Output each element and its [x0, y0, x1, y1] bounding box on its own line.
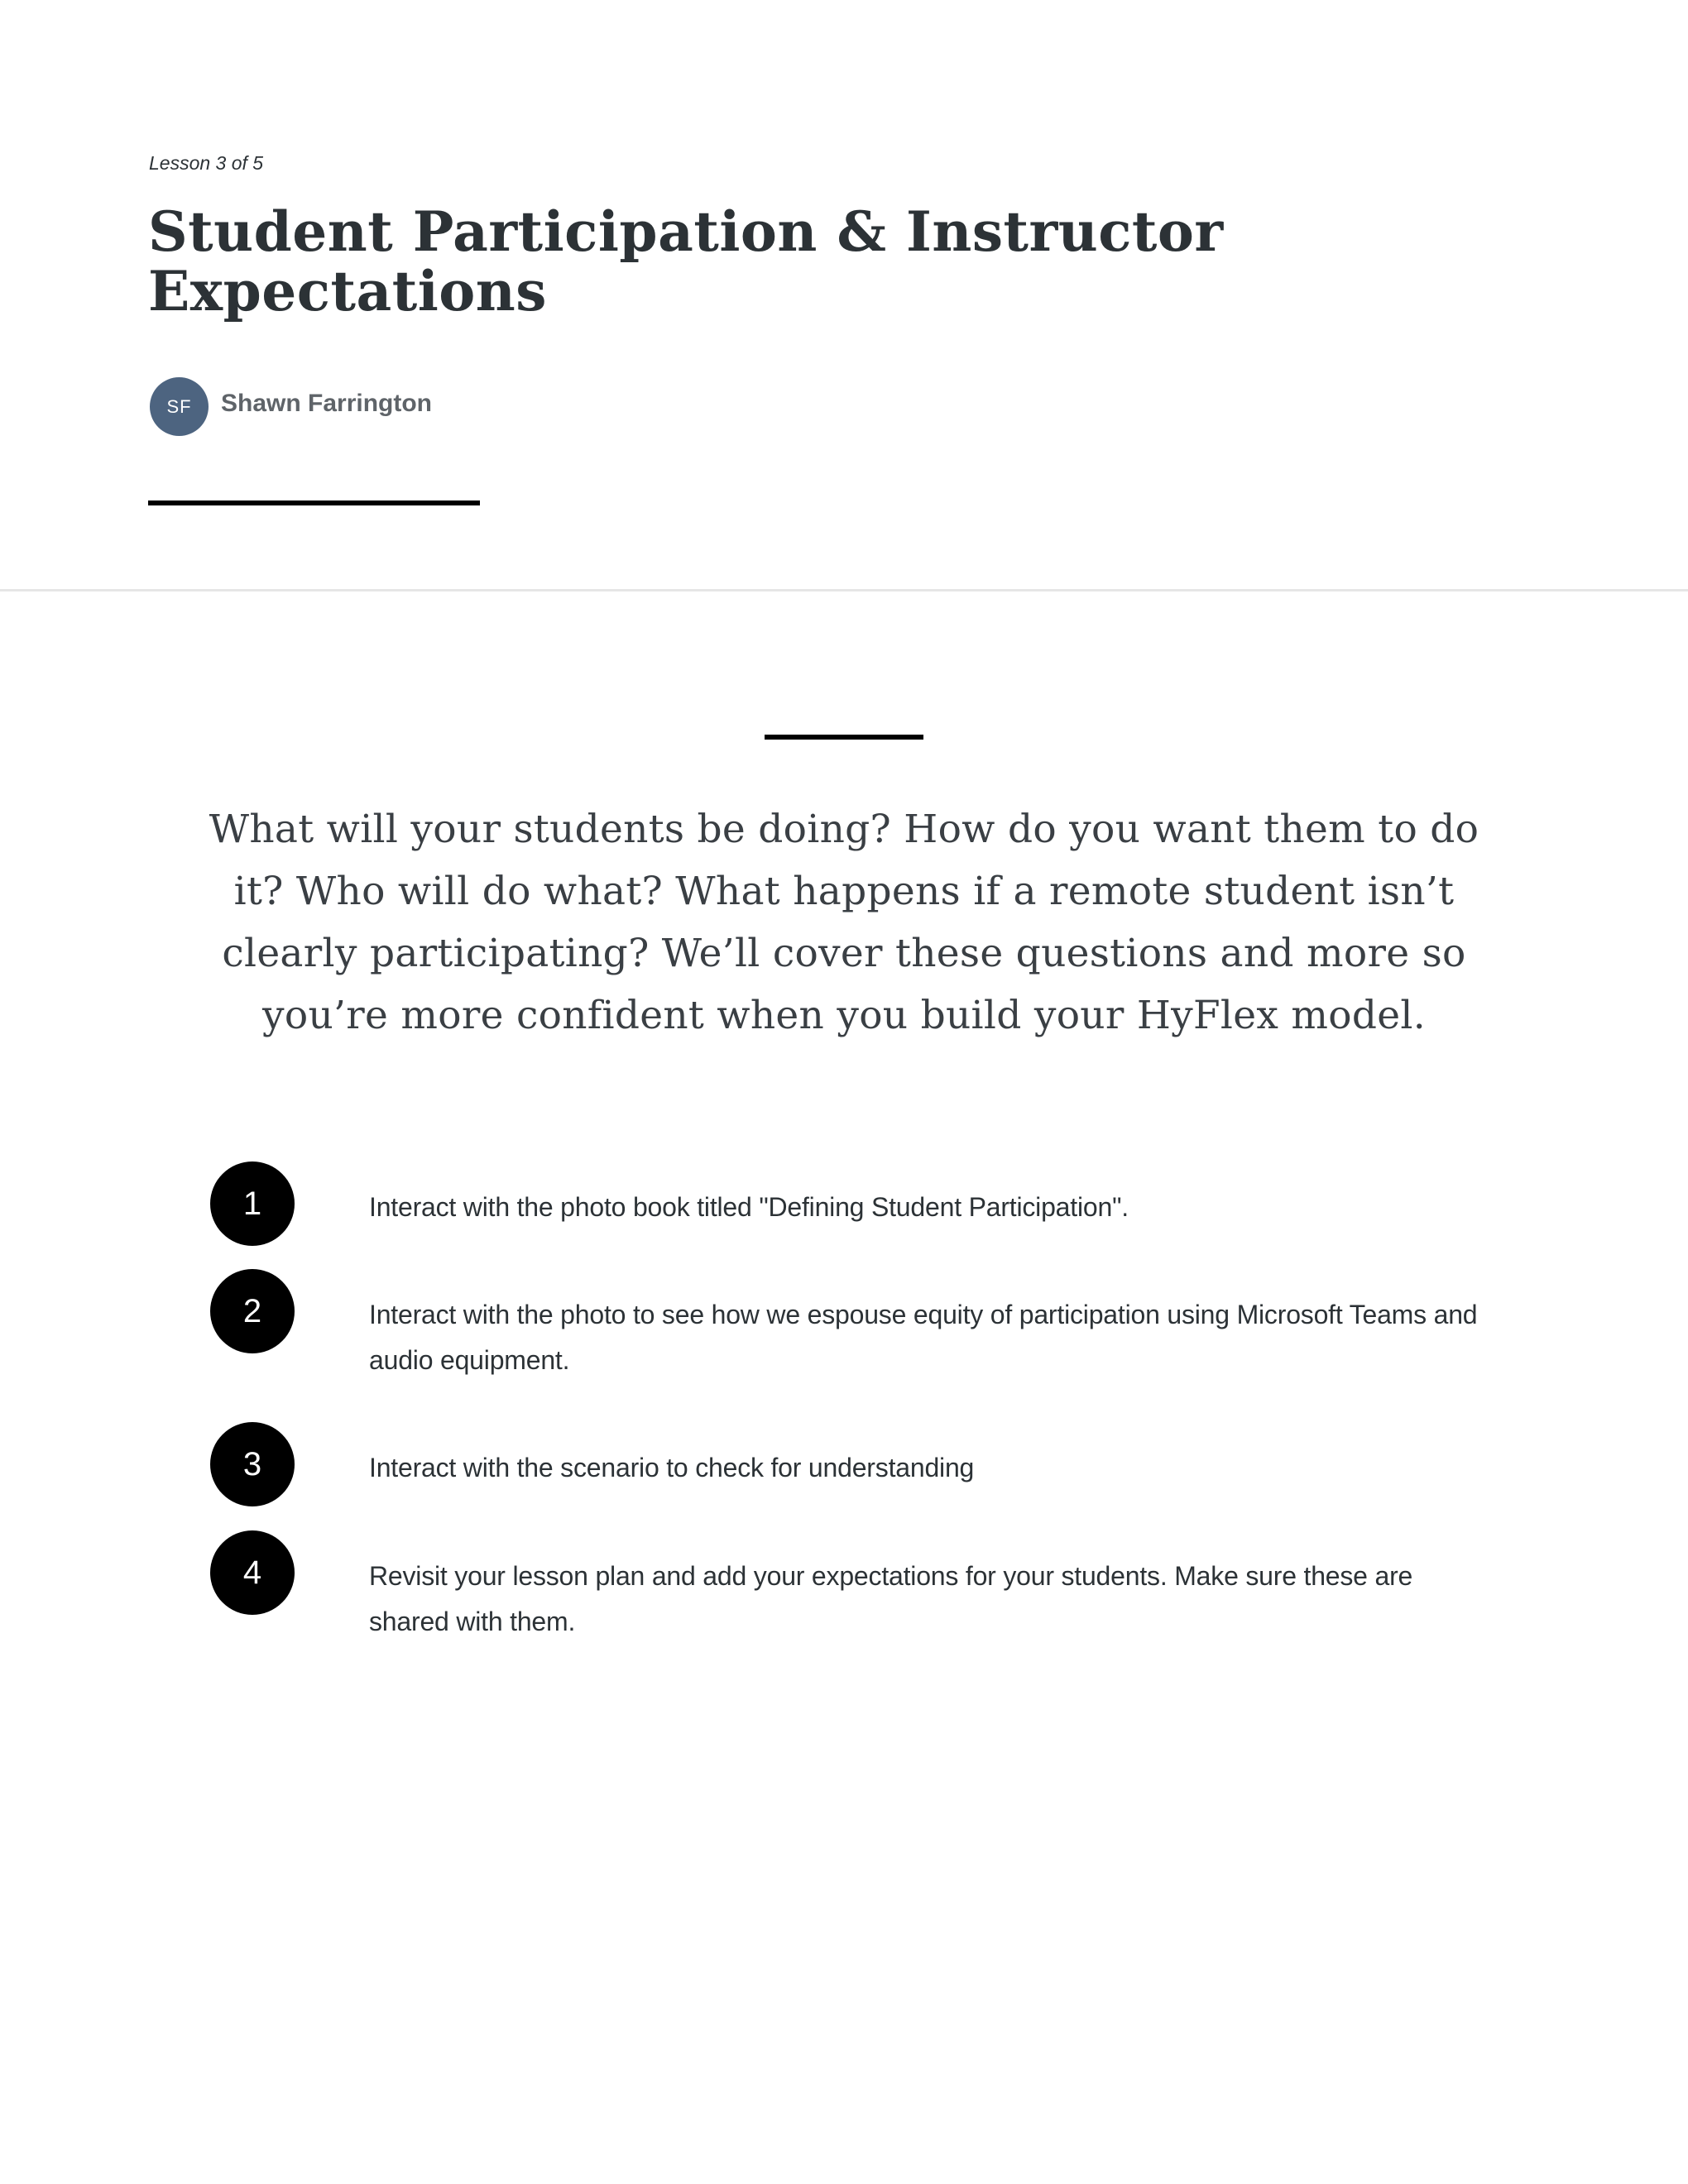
step-text: Interact with the scenario to check for understanding: [369, 1453, 975, 1482]
intro-accent-line: [765, 735, 923, 740]
intro-text: What will your students be doing? How do you want them to do it? Who will do what? What happens if a remote student isn’t clearly participating? We’ll cover these questions and more so you’re more confident when you build your HyFlex model.: [209, 807, 1479, 1038]
lesson-title: Student Participation & Instructor Expectations: [148, 199, 1224, 323]
author: [150, 376, 432, 437]
step-number-badge: 1: [210, 1161, 295, 1246]
author-avatar: SF: [150, 377, 209, 436]
step-number-badge: 4: [210, 1530, 295, 1615]
step-text: Interact with the photo to see how we espouse equity of participation using Microsoft Teams and audio equipment.: [369, 1300, 1478, 1375]
step-number-badge: 2: [210, 1269, 295, 1353]
step-text: Interact with the photo book titled "Defining Student Participation".: [369, 1192, 1129, 1222]
author-name: Shawn Farrington: [221, 389, 432, 417]
header-divider: [0, 589, 1688, 592]
header-accent-line: [148, 500, 480, 505]
lesson-counter: Lesson 3 of 5: [149, 152, 264, 174]
step-number-badge: 3: [210, 1422, 295, 1506]
lesson-header: [0, 0, 1688, 591]
step-text: Revisit your lesson plan and add your expectations for your students. Make sure these are shared with them.: [369, 1561, 1413, 1636]
